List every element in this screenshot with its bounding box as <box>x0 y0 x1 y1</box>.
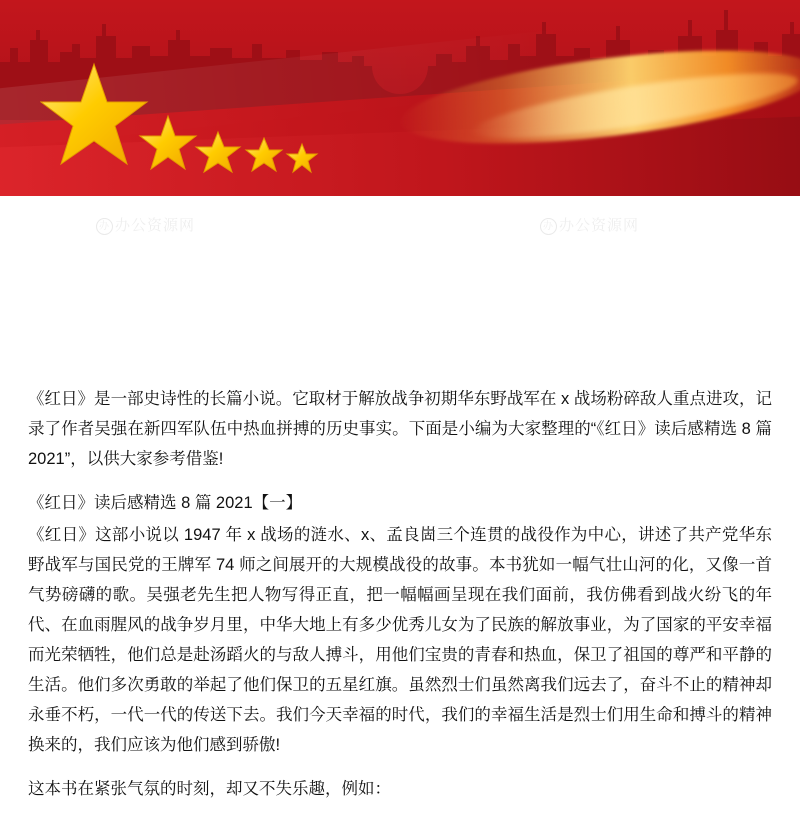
five-star-cluster <box>40 58 320 178</box>
page-banner <box>0 0 800 196</box>
body-paragraph: 《红日》这部小说以 1947 年 x 战场的涟水、x、孟良崮三个连贯的战役作为中心，讲述了共产党华东野战军与国民党的王牌军 74 师之间展开的大规模战役的故事。本书犹如一幅气壮山河的化，又像一首气势磅礴的歌。吴强老先生把人物写得正直，把一幅幅画呈现在我们面前，我仿佛看到战火纷飞的年代、在血雨腥风的战争岁月里，中华大地上有多少优秀儿女为了民族的解放事业，为了国家的平安幸福而光荣牺牲，他们总是赴汤蹈火的与敌人搏斗，用他们宝贵的青春和热血，保卫了祖国的尊严和平静的生活。他们多次勇敢的举起了他们保卫的五星红旗。虽然烈士们虽然离我们远去了，奋斗不止的精神却永垂不朽，一代一代的传送下去。我们今天幸福的时代，我们的幸福生活是烈士们用生命和搏斗的精神换来的，我们应该为他们感到骄傲! <box>28 526 772 754</box>
watermark-badge-icon: 办 <box>540 218 557 235</box>
star-small-1 <box>196 132 240 172</box>
intro-paragraph: 《红日》是一部史诗性的长篇小说。它取材于解放战争初期华东野战军在 x 战场粉碎敌人重点进攻，记录了作者吴强在新四军队伍中热血拼搏的历史事实。下面是小编为大家整理的“《红日》读后感精选 8 篇 2021”，以供大家参考借鉴! <box>28 390 772 468</box>
section-heading: 《红日》读后感精选 8 篇 2021【一】 <box>28 494 303 512</box>
watermark-2: 办 办公资源网 <box>540 214 639 235</box>
star-small-3 <box>287 144 317 172</box>
star-small-2 <box>246 138 282 171</box>
cut-off-paragraph: 这本书在紧张气氛的时刻，却又不失乐趣，例如： <box>28 780 391 798</box>
star-medium <box>140 116 196 169</box>
watermark-1: 办 办公资源网 <box>96 214 195 235</box>
document-content <box>28 384 772 818</box>
watermark-badge-icon: 办 <box>96 218 113 235</box>
star-large <box>41 64 147 164</box>
document-page <box>0 196 800 800</box>
